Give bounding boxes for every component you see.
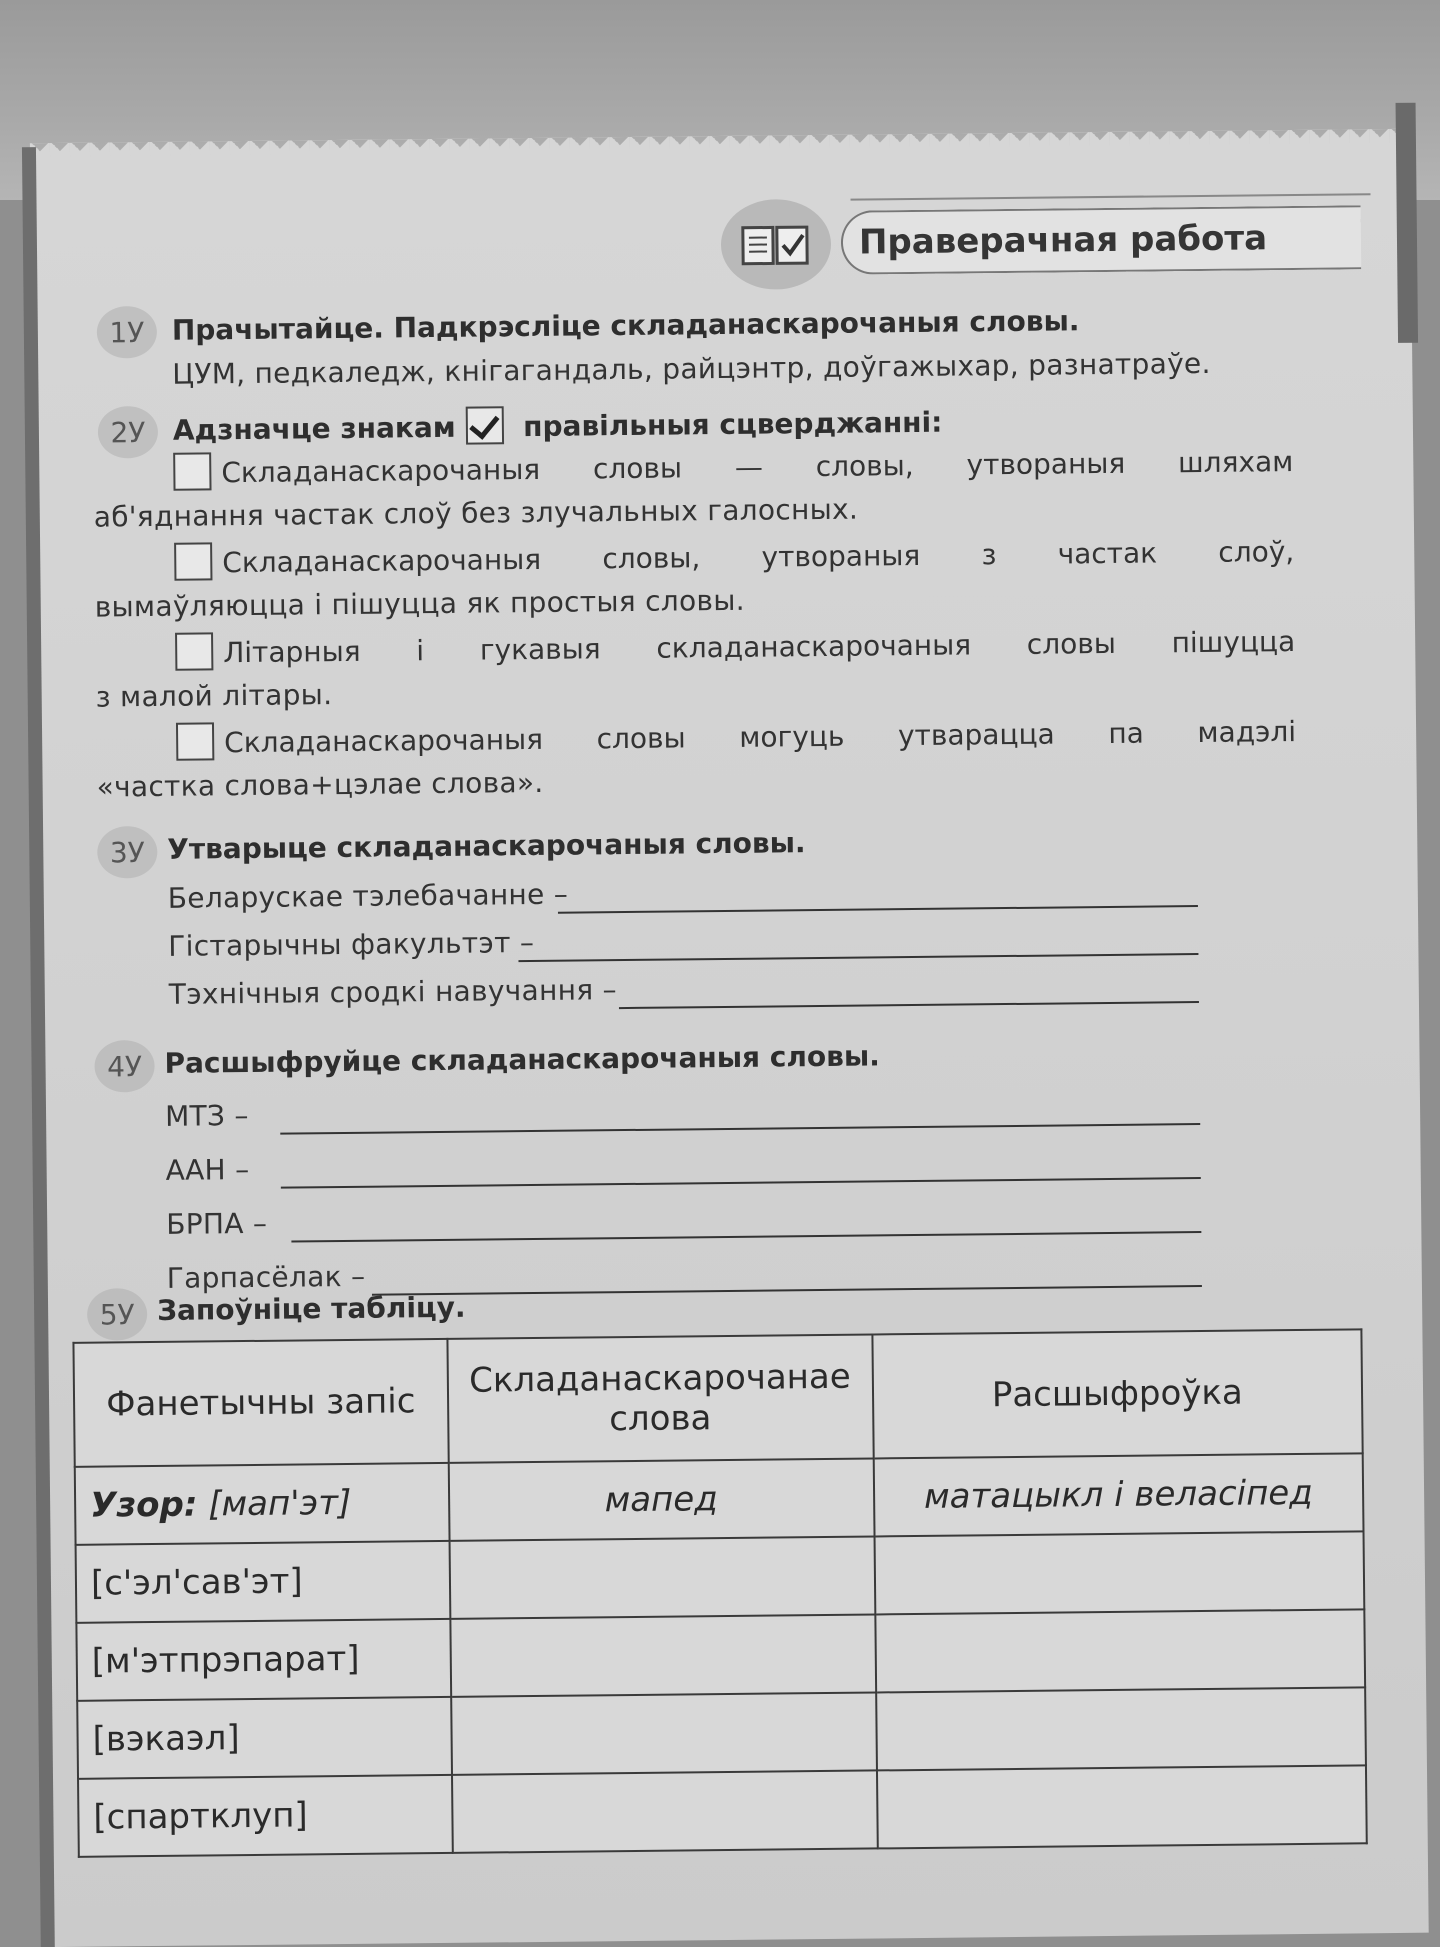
column-header: Фанетычны запіс [73, 1339, 448, 1467]
task-title: Прачытайце. Падкрэсліце складанаскарочаныя словы. [172, 304, 1080, 347]
task-number: 4У [94, 1040, 155, 1093]
statement-option [176, 714, 1296, 764]
task-number: 1У [97, 306, 158, 359]
answer-line[interactable] [280, 1123, 1200, 1135]
task-title [173, 405, 943, 451]
statement-text: «частка слова+цэлае слова». [96, 766, 543, 804]
statement-text: аб'яднання частак слоў без злучальных галосных. [94, 493, 859, 534]
exercise-item: МТЗ – [165, 1099, 249, 1133]
statement-checkbox[interactable] [174, 542, 212, 580]
answer-cell[interactable] [874, 1531, 1364, 1614]
exercise-item: Гістарычны факультэт – [168, 926, 534, 963]
table-cell: [вэкаэл] [77, 1697, 451, 1779]
task-number: 5У [87, 1288, 148, 1341]
page-edge [1396, 103, 1419, 343]
answer-line[interactable] [291, 1231, 1201, 1243]
table-cell: [с'эл'сав'эт] [76, 1541, 450, 1623]
table-cell: [м'этпрэпарат] [76, 1619, 450, 1701]
answer-cell[interactable] [449, 1536, 875, 1618]
task-title-part: правільныя сцверджанні: [523, 406, 942, 443]
exercise-item: Тэхнічныя сродкі навучання – [169, 973, 617, 1011]
worksheet-header [681, 193, 1372, 286]
statement-text: Складанаскарочаныя словы, утвораныя з частак слоў, [222, 535, 1294, 579]
column-header: Расшыфроўка [872, 1329, 1363, 1458]
answer-line[interactable] [281, 1177, 1201, 1189]
table-cell: [спартклуп] [78, 1775, 452, 1857]
example-label: Узор: [90, 1485, 198, 1526]
table-cell [75, 1463, 449, 1545]
task-title-part: Адзначце знакам [173, 411, 456, 447]
book-spine [22, 147, 55, 1947]
task-title: Запоўніце табліцу. [157, 1291, 466, 1327]
checkmark-icon [465, 406, 503, 444]
statement-checkbox[interactable] [173, 452, 211, 490]
table-row [76, 1531, 1365, 1622]
task-number: 2У [98, 406, 159, 459]
table-cell: мапед [448, 1458, 874, 1540]
worksheet-title: Праверачная работа [841, 205, 1362, 274]
answer-line[interactable] [558, 905, 1198, 914]
task-number: 3У [97, 826, 158, 879]
answer-line[interactable] [619, 1001, 1199, 1009]
task-title: Расшыфруйце складанаскарочаныя словы. [164, 1039, 880, 1079]
statement-option [175, 624, 1295, 674]
answer-line[interactable] [372, 1285, 1202, 1296]
task-text: ЦУМ, педкаледж, кнігагандаль, райцэнтр, доўгажыхар, разнатраўе. [172, 347, 1211, 391]
answer-cell[interactable] [450, 1614, 876, 1696]
answer-cell[interactable] [875, 1609, 1365, 1692]
book-check-icon [721, 199, 832, 290]
statement-text: з малой літары. [96, 678, 333, 713]
statement-text: Літарныя і гукавыя складанаскарочаныя словы пішуцца [223, 625, 1295, 669]
phonetic-transcription: [мап'эт] [208, 1483, 351, 1524]
workbook-page [30, 143, 1429, 1947]
statement-text: Складанаскарочаныя словы — словы, утвораныя шляхам [221, 445, 1293, 489]
table-row [75, 1453, 1364, 1544]
answer-cell[interactable] [452, 1770, 878, 1852]
table-row [77, 1687, 1366, 1778]
exercise-item: Беларускае тэлебачанне – [168, 878, 569, 915]
statement-option [173, 444, 1293, 494]
statement-checkbox[interactable] [176, 722, 214, 760]
statement-option [174, 534, 1294, 584]
task-title: Утварыце складанаскарочаныя словы. [167, 826, 806, 866]
exercise-item: БРПА – [166, 1207, 267, 1241]
statement-text: вымаўляюцца і пішуцца як простыя словы. [95, 584, 745, 624]
exercise-item: ААН – [165, 1153, 249, 1187]
statement-text: Складанаскарочаныя словы могуць утварацца па мадэлі [224, 715, 1296, 759]
answer-cell[interactable] [877, 1765, 1367, 1848]
table-cell: матацыкл і веласіпед [873, 1453, 1363, 1536]
table-header-row [73, 1329, 1362, 1466]
answer-cell[interactable] [451, 1692, 877, 1774]
table-row [78, 1765, 1367, 1856]
table-row [76, 1609, 1365, 1700]
header-rule [851, 193, 1371, 200]
answer-cell[interactable] [876, 1687, 1366, 1770]
answer-table [72, 1328, 1367, 1857]
answer-line[interactable] [518, 953, 1198, 962]
statement-checkbox[interactable] [175, 632, 213, 670]
exercise-item: Гарпасёлак – [167, 1260, 366, 1295]
column-header: Складанаскарочанае слова [447, 1334, 873, 1462]
